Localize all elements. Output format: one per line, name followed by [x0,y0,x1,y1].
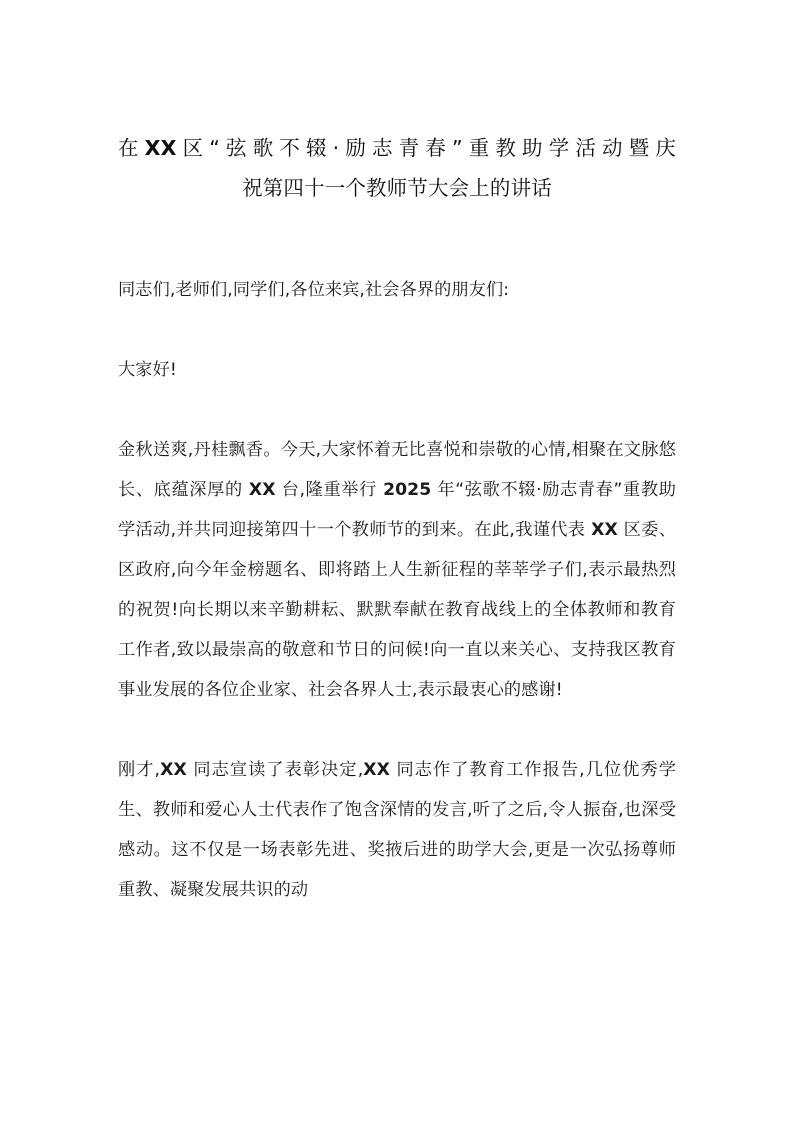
paragraph-body-2 [118,750,676,910]
inline-text-run: 区委、区政府,向今年金榜题名、即将踏上人生新征程的莘莘学子们,表示最热烈的祝贺!向长期以来辛勤耕耘、默默奉献在教育战线上的全体教师和教育工作者,致以最崇高的敬意和节日的问候!向一直以来关心、支持我区教育事业发展的各位企业家、社会各界人士,表示最衷心的感谢! [118,520,676,700]
document-content [118,0,676,910]
title-suffix-text: 区“弦歌不辍·励志青春”重教助学活动暨庆 [176,136,676,160]
paragraph-body-1 [118,430,676,710]
title-prefix-text: 在 [118,136,145,160]
inline-bold-token: XX [591,520,618,540]
document-title [118,0,676,208]
document-title-line-1 [118,128,676,168]
paragraph-salutation: 同志们,老师们,同学们,各位来宾,社会各界的朋友们: [118,280,510,300]
inline-bold-token: 2025 [383,480,432,500]
inline-bold-token: XX [160,760,187,780]
inline-text-run: 同志作了教育工作报告,几位优秀学生、教师和爱心人士代表作了饱含深情的发言,听了之后,令人振奋,也深受感动。这不仅是一场表彰先进、奖掖后进的助学大会,更是一次弘扬尊师重教、凝聚发展共识的动 [118,760,676,900]
inline-text-run: 刚才, [118,760,161,780]
inline-text-run: 台,隆重举行 [275,480,384,500]
inline-text-run: 金秋送爽,丹桂飘香。今天,大家怀着无比喜悦和崇敬的心情,相聚在文脉悠长、底蕴深厚的 [118,440,676,500]
title-bold-placeholder: XX [144,136,177,160]
paragraph-greeting: 大家好! [118,360,177,380]
inline-bold-token: XX [248,480,276,500]
inline-bold-token: XX [363,760,390,780]
inline-text-run: 年“弦歌不辍·励志青春”重教助学活动,并共同迎接第四十一个教师节的到来。在此,我谨代表 [118,480,676,540]
document-body [118,270,676,910]
inline-text-run: 同志宣读了表彰决定, [186,760,364,780]
document-title-line-2: 祝第四十一个教师节大会上的讲话 [242,176,552,200]
